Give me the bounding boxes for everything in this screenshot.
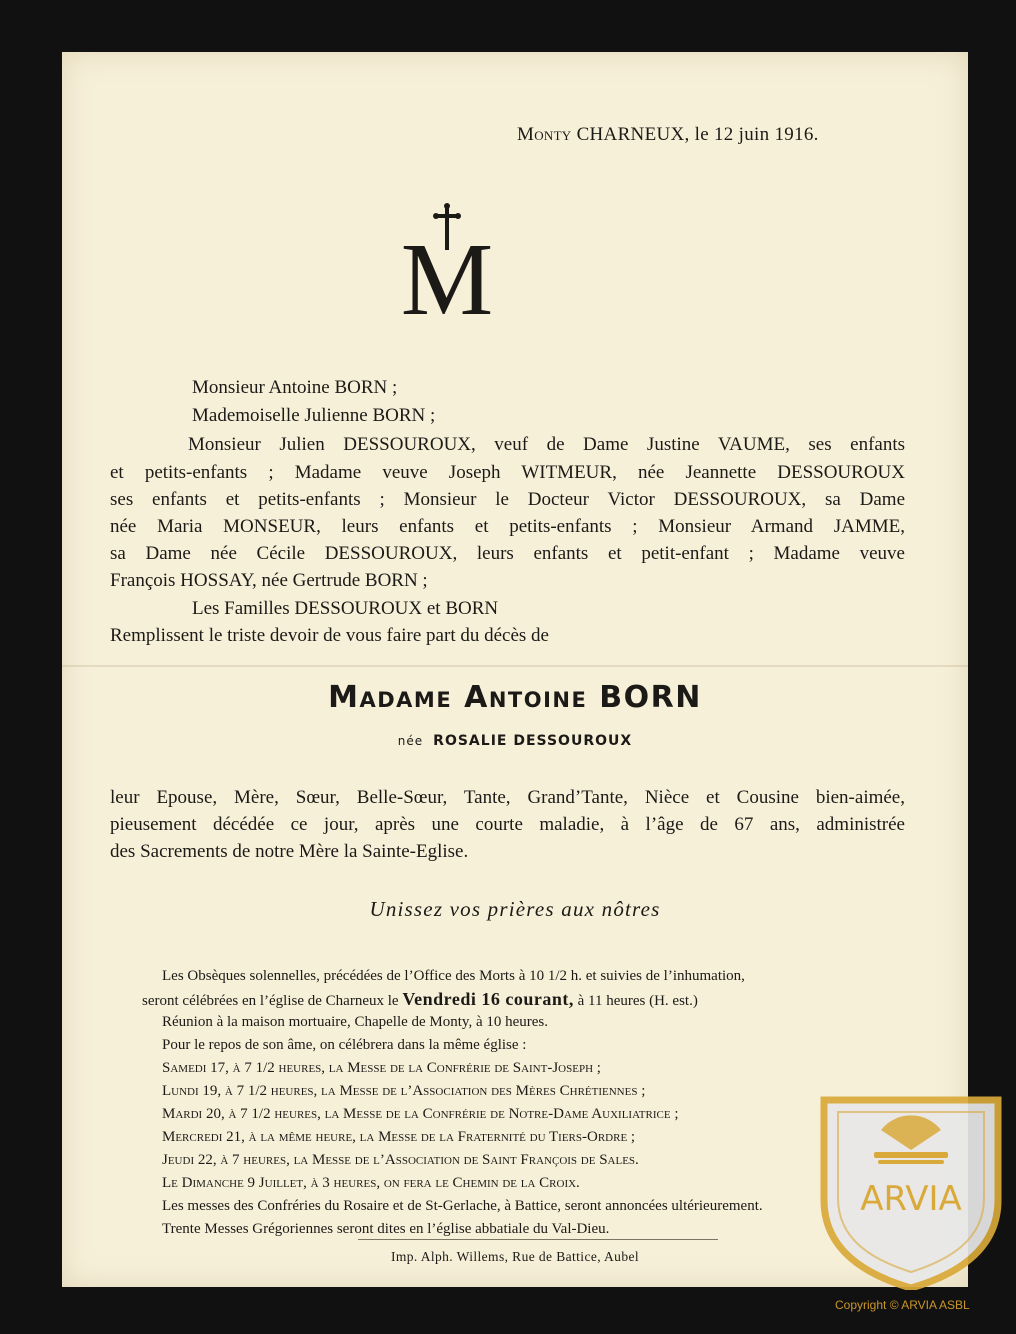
family-line: Les Familles DESSOUROUX et BORN (192, 598, 499, 619)
family-line: Remplissent le triste devoir de vous faire part du décès de (110, 625, 549, 646)
family-line: ses enfants et petits-enfants ; Monsieur le Docteur Victor DESSOUROUX, sa Dame (110, 489, 905, 510)
service-line: Mercredi 21, à la même heure, la Messe de la Fraternité du Tiers-Ordre ; (162, 1129, 636, 1145)
logo-text: ARVIA (860, 1179, 962, 1219)
family-line: Monsieur Antoine BORN ; (192, 377, 398, 398)
service-text: seront célébrées en l’église de Charneux le (142, 993, 399, 1009)
prayer-line: Unissez vos prières aux nôtres (369, 897, 661, 921)
family-line: et petits-enfants ; Madame veuve Joseph WITMEUR, née Jeannette DESSOUROUX (110, 462, 905, 483)
funeral-date: Vendredi 16 courant, (402, 989, 574, 1009)
marian-monogram-icon (392, 202, 502, 322)
service-line (142, 988, 698, 1013)
family-line: Monsieur Julien DESSOUROUX, veuf de Dame Justine VAUME, ses enfants (188, 434, 905, 455)
divider (358, 1239, 718, 1240)
description-line: leur Epouse, Mère, Sœur, Belle-Sœur, Tante, Grand’Tante, Nièce et Cousine bien-aimée, (110, 787, 905, 808)
service-line: Les Obsèques solennelles, précédées de l’Office des Morts à 10 1/2 h. et suivies de l’inhumation, (162, 968, 745, 984)
maiden-name: ROSALIE DESSOUROUX (433, 733, 633, 749)
dateline (517, 124, 819, 146)
service-line: Trente Messes Grégoriennes seront dites en l’église abbatiale du Val-Dieu. (162, 1221, 610, 1237)
family-line: François HOSSAY, née Gertrude BORN ; (110, 570, 428, 591)
service-line: Samedi 17, à 7 1/2 heures, la Messe de la Confrérie de Saint-Joseph ; (162, 1060, 601, 1076)
service-line: Le Dimanche 9 Juillet, à 3 heures, on fera le Chemin de la Croix. (162, 1175, 580, 1191)
deceased-name: Madame Antoine BORN (328, 680, 702, 715)
printer-imprint: Imp. Alph. Willems, Rue de Battice, Aubel (390, 1249, 640, 1264)
family-line: Mademoiselle Julienne BORN ; (192, 405, 436, 426)
service-line: Les messes des Confréries du Rosaire et de St-Gerlache, à Battice, seront annoncées ultérieurement. (162, 1198, 763, 1214)
service-line: Lundi 19, à 7 1/2 heures, la Messe de l’Association des Mères Chrétiennes ; (162, 1083, 646, 1099)
fold-line (62, 665, 968, 667)
family-line: sa Dame née Cécile DESSOUROUX, leurs enfants et petit-enfant ; Madame veuve (110, 543, 905, 564)
place-prefix: Monty (517, 124, 572, 145)
description-line: pieusement décédée ce jour, après une courte maladie, à l’âge de 67 ans, administrée (110, 814, 905, 835)
service-line: Mardi 20, à 7 1/2 heures, la Messe de la Confrérie de Notre-Dame Auxiliatrice ; (162, 1106, 679, 1122)
copyright-notice: Copyright © ARVIA ASBL (835, 1298, 970, 1312)
deceased-maiden-name (62, 733, 968, 749)
service-line: Réunion à la maison mortuaire, Chapelle de Monty, à 10 heures. (162, 1014, 549, 1030)
service-line: Jeudi 22, à 7 heures, la Messe de l’Association de Saint François de Sales. (162, 1152, 639, 1168)
place: CHARNEUX, (576, 124, 690, 145)
service-text: à 11 heures (H. est.) (577, 993, 698, 1009)
family-line: née Maria MONSEUR, leurs enfants et petits-enfants ; Monsieur Armand JAMME, (110, 516, 905, 537)
nee-label: née (397, 734, 424, 748)
description-line: des Sacrements de notre Mère la Sainte-Eglise. (110, 841, 469, 862)
arvia-logo-icon (816, 1090, 1006, 1290)
monogram-letter: M (400, 222, 494, 322)
service-line: Pour le repos de son âme, on célébrera dans la même église : (162, 1037, 527, 1053)
date: le 12 juin 1916. (694, 124, 819, 145)
